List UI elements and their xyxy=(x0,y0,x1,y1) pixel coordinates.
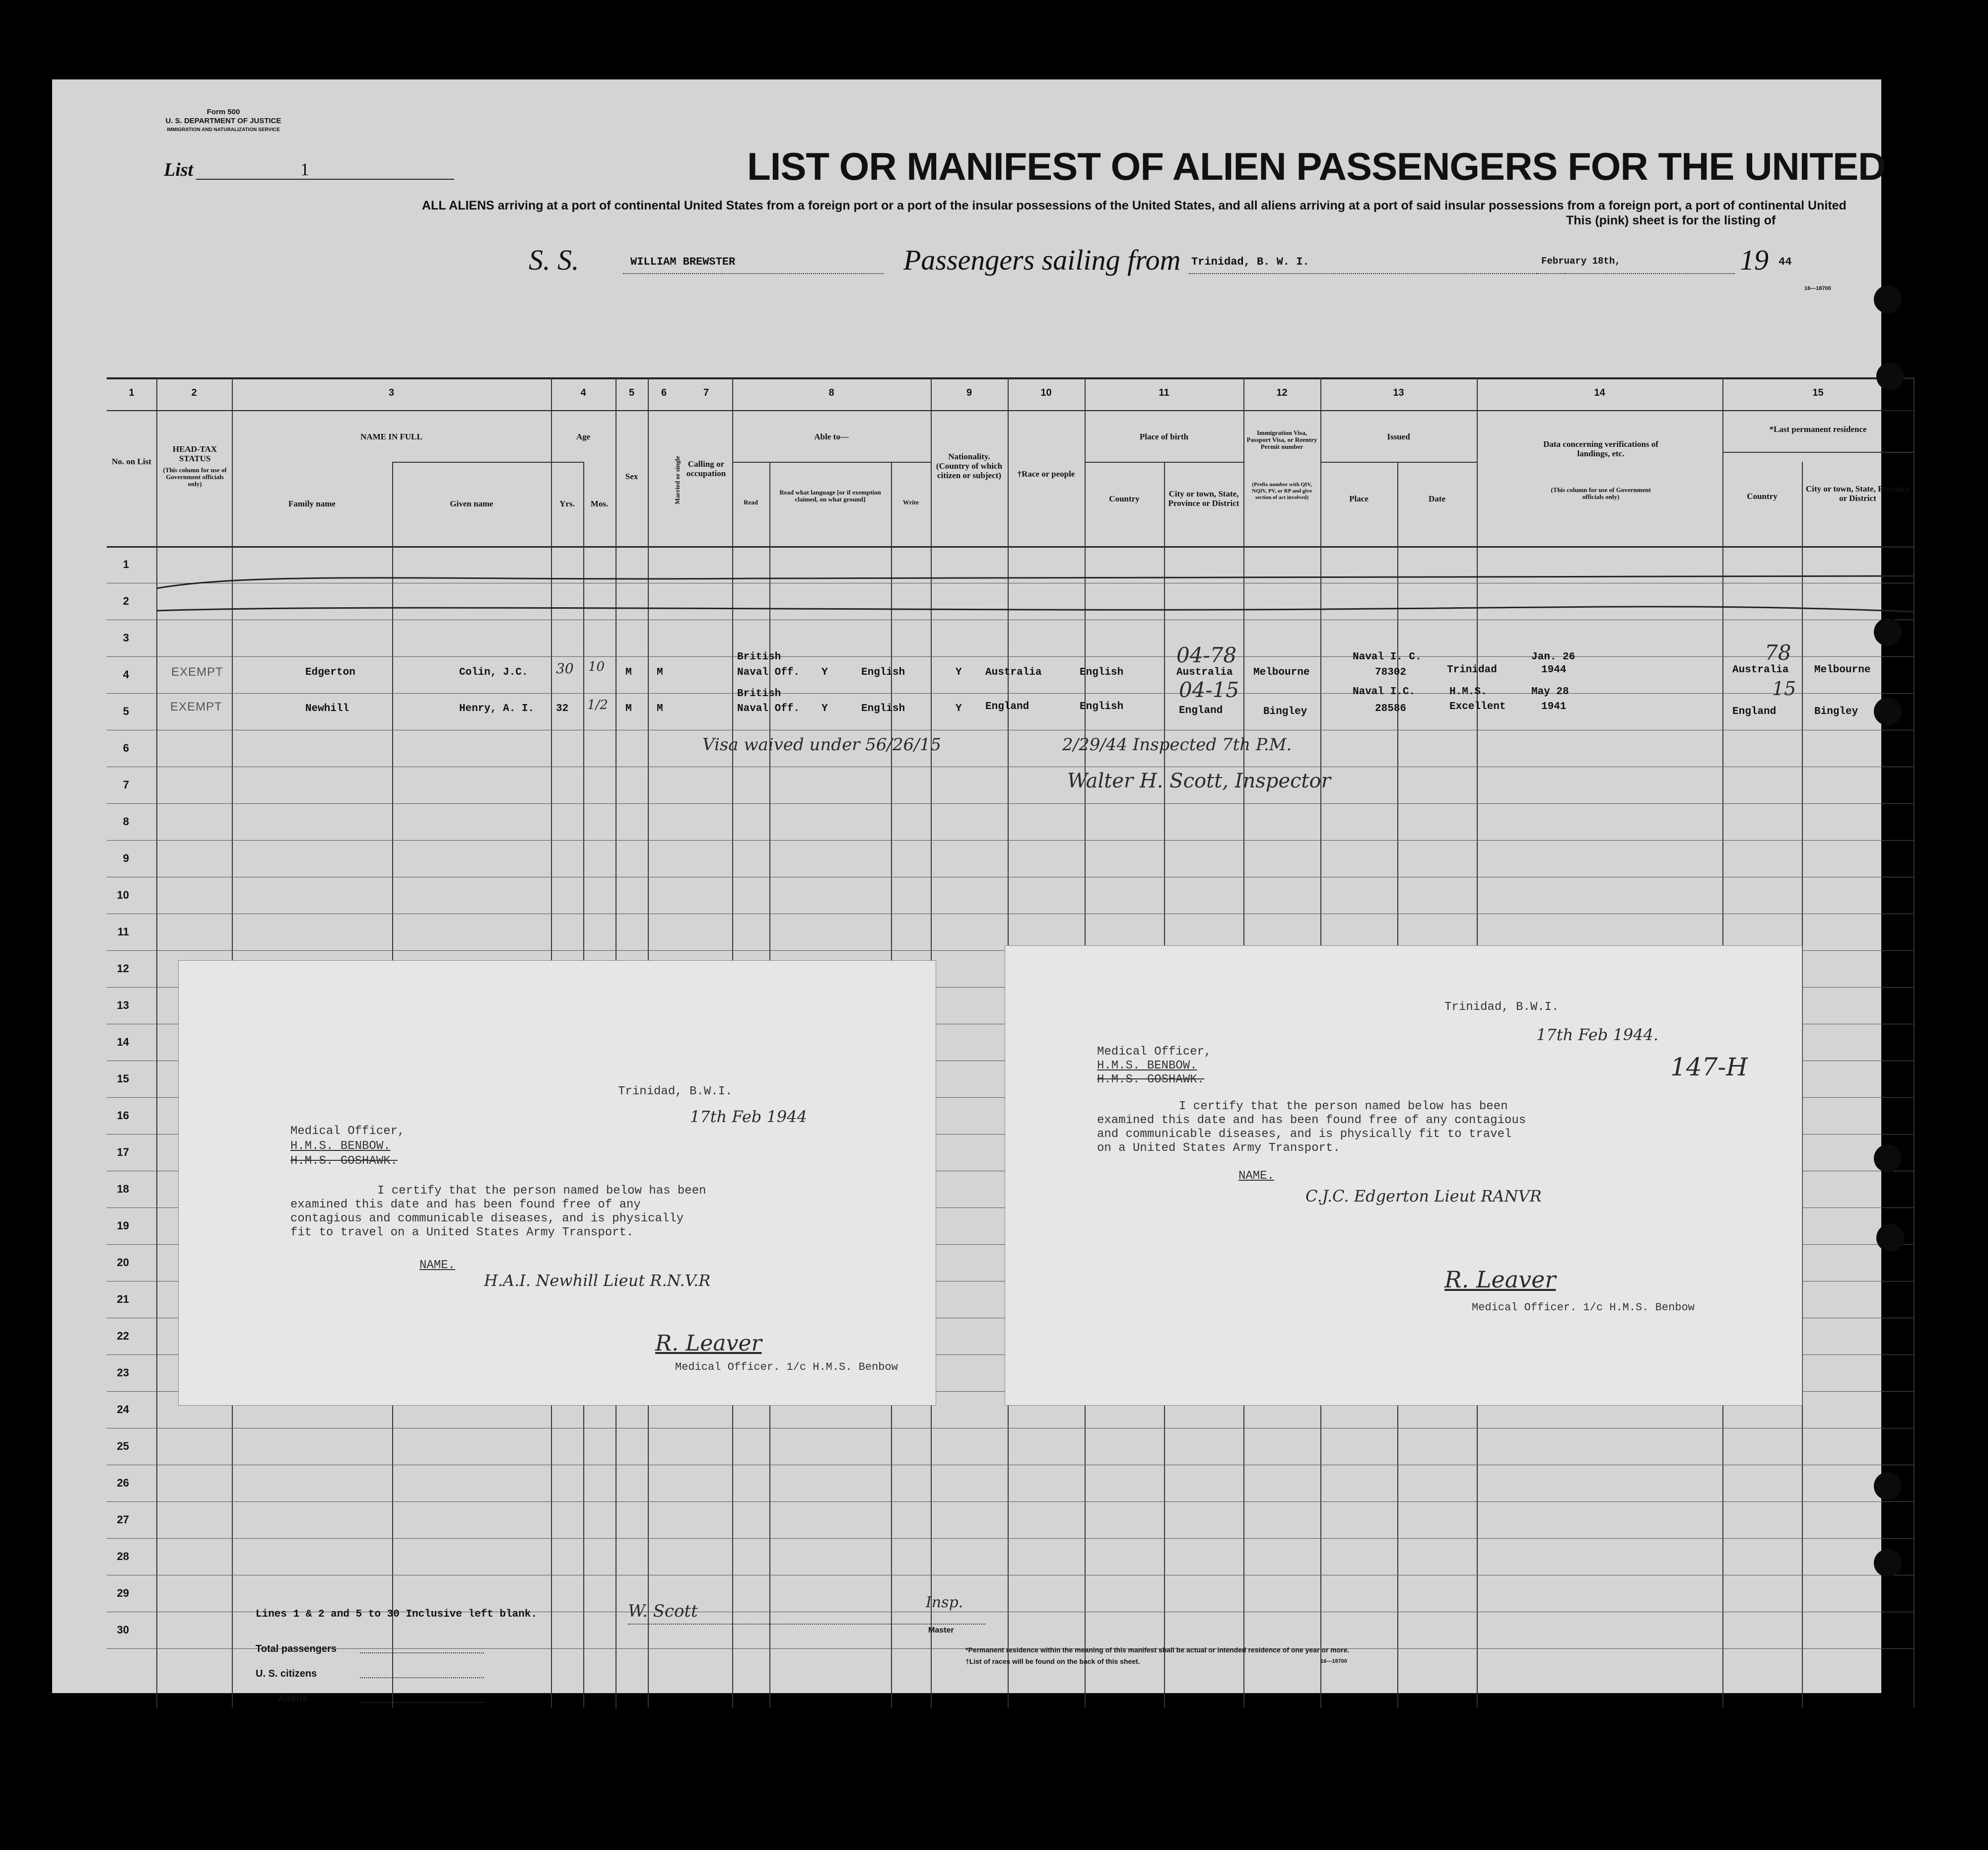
header-head-tax-note: (This column for use of Government officials only) xyxy=(163,466,227,488)
list-underline xyxy=(196,179,454,180)
master-signature: W. Scott xyxy=(628,1601,698,1621)
age-subheader-line xyxy=(551,462,583,463)
column-number: 3 xyxy=(388,387,395,398)
given-name-cell: Colin, J.C. xyxy=(459,667,528,678)
table-top-border xyxy=(107,377,1914,379)
line-number: 13 xyxy=(117,999,129,1011)
year-prefix: 19 xyxy=(1740,244,1769,276)
header-race: †Race or people xyxy=(1017,469,1075,479)
header-issued: Issued xyxy=(1387,432,1410,441)
calling-cell: British xyxy=(737,688,781,700)
column-number: 8 xyxy=(828,387,834,398)
issued-place-cell: H.M.S. xyxy=(1449,686,1487,698)
header-no-on-list: No. on List xyxy=(112,457,151,466)
cert-date: 17th Feb 1944 xyxy=(690,1107,807,1126)
footer-form-code: 16—18700 xyxy=(1320,1658,1347,1664)
header-issued-place: Place xyxy=(1349,494,1369,503)
line-number: 19 xyxy=(117,1219,129,1232)
manifest-sheet xyxy=(52,79,1910,1704)
page-title: LIST OR MANIFEST OF ALIEN PASSENGERS FOR THE UNITED xyxy=(747,144,1886,188)
header-read-language: Read what language [or if exemption claimed, on what ground] xyxy=(779,489,881,503)
column-number: 14 xyxy=(1594,387,1605,398)
medical-certificate-left xyxy=(179,961,936,1405)
race-cell: English xyxy=(1080,667,1124,678)
header-able-to: Able to— xyxy=(814,432,849,441)
citizens-line xyxy=(360,1677,484,1678)
binder-hole xyxy=(1876,1224,1904,1252)
list-value: 1 xyxy=(300,159,309,179)
residence-footnote: *Permanent residence within the meaning of this manifest shall be actual or intended residence of one year or more. xyxy=(965,1646,1350,1654)
header-residence-country: Country xyxy=(1747,492,1778,501)
master-label: Master xyxy=(928,1626,954,1635)
calling-cell: British xyxy=(737,651,781,663)
able-subheader-line xyxy=(732,462,931,463)
line-number: 24 xyxy=(117,1403,129,1416)
header-place-of-birth: Place of birth xyxy=(1139,432,1189,441)
line-number: 22 xyxy=(117,1330,129,1342)
cert-name-label: NAME. xyxy=(1238,1169,1275,1183)
sex-cell: M xyxy=(625,703,632,714)
form-number: Form 500 xyxy=(206,108,240,116)
cert-ship-struck: H.M.S. GOSHAWK. xyxy=(290,1154,398,1168)
medical-certificate-right xyxy=(1005,946,1802,1405)
ss-label: S. S. xyxy=(529,244,579,276)
name-subheader-line xyxy=(392,462,551,463)
read-cell: Y xyxy=(822,667,828,678)
header-read: Read xyxy=(744,498,758,506)
line-number: 18 xyxy=(117,1183,129,1195)
issued-place-cell: Trinidad xyxy=(1447,664,1497,676)
races-footnote: †List of races will be found on the back of this sheet. xyxy=(965,1657,1140,1665)
ship-name: WILLIAM BREWSTER xyxy=(630,256,736,268)
row-line xyxy=(107,693,1914,694)
master-sig-line xyxy=(628,1624,985,1625)
yrs-cell: 30 xyxy=(556,660,574,677)
nationality-cell: Australia xyxy=(985,667,1042,678)
column-number: 1 xyxy=(129,387,135,398)
cert-body: examined this date and has been found free of any contagious xyxy=(1097,1114,1526,1127)
column-number: 5 xyxy=(628,387,635,398)
cert-addressee: Medical Officer, xyxy=(290,1125,405,1138)
line-number: 23 xyxy=(117,1366,129,1379)
cert-signature: R. Leaver xyxy=(1444,1266,1556,1293)
line-number: 14 xyxy=(117,1036,129,1048)
mos-cell: 1/2 xyxy=(587,698,608,712)
binder-hole xyxy=(1874,618,1902,646)
issued-subheader-line xyxy=(1320,462,1477,463)
line-number: 27 xyxy=(117,1513,129,1526)
line-number: 20 xyxy=(117,1256,129,1269)
header-last-residence: *Last permanent residence xyxy=(1769,425,1867,434)
form-header xyxy=(151,108,295,135)
passengers-label: Passengers sailing from xyxy=(903,244,1181,276)
issued-date-cell: May 28 xyxy=(1531,686,1569,698)
cert-body: on a United States Army Transport. xyxy=(1097,1141,1340,1155)
master-sig-suffix: Insp. xyxy=(926,1594,963,1611)
line-number: 7 xyxy=(123,779,129,791)
issued-date-cell: Jan. 26 xyxy=(1531,651,1576,663)
header-mos: Mos. xyxy=(590,499,609,508)
line-number: 8 xyxy=(123,815,129,828)
total-line xyxy=(360,1652,484,1653)
read-cell: Y xyxy=(822,703,828,714)
row-line xyxy=(107,803,1914,804)
cert-body: fit to travel on a United States Army Transport. xyxy=(290,1226,634,1239)
header-name-in-full: NAME IN FULL xyxy=(360,432,422,441)
line-number: 16 xyxy=(117,1109,129,1122)
yrs-cell: 32 xyxy=(556,703,569,714)
given-name-cell: Henry, A. I. xyxy=(459,703,535,714)
line-number: 28 xyxy=(117,1550,129,1563)
column-number-border xyxy=(107,410,1914,411)
issued-date-cell: 1944 xyxy=(1541,664,1567,676)
line-number: 17 xyxy=(117,1146,129,1158)
cert-body: and communicable diseases, and is physically fit to travel xyxy=(1097,1128,1512,1141)
header-visa-note: (Prefix number with QIV, NQIV, PV, or RP and give section of act involved) xyxy=(1252,482,1312,500)
residence-country-cell: Australia xyxy=(1732,664,1789,676)
line-number: 15 xyxy=(117,1072,129,1085)
cert-ship-struck: H.M.S. GOSHAWK. xyxy=(1097,1073,1205,1086)
cert-ship: H.M.S. BENBOW. xyxy=(1097,1059,1197,1072)
line-number: 5 xyxy=(123,705,129,717)
race-cell: English xyxy=(1080,701,1124,712)
cert-name-label: NAME. xyxy=(419,1259,456,1272)
column-number: 10 xyxy=(1040,387,1052,398)
header-bottom-border xyxy=(107,546,1914,548)
visa-cell: Naval I.C. xyxy=(1353,686,1416,698)
birth-subheader-line xyxy=(1085,462,1243,463)
birth-note: 04-78 xyxy=(1176,643,1237,667)
ship-underline xyxy=(623,273,884,274)
binder-hole xyxy=(1874,1549,1902,1577)
residence-note: 78 xyxy=(1765,640,1791,665)
head-tax-stamp: EXEMPT xyxy=(170,700,222,713)
header-form-code: 16—18700 xyxy=(1804,285,1831,291)
header-birth-country: Country xyxy=(1109,494,1140,503)
row-line xyxy=(107,840,1914,841)
header-nationality: Nationality. (Country of which citizen or subject) xyxy=(936,452,1003,480)
line-number: 10 xyxy=(117,889,129,901)
residence-city-cell: Bingley xyxy=(1814,706,1858,717)
visa-cell: 28586 xyxy=(1375,703,1407,714)
calling-cell: Naval Off. xyxy=(737,667,800,678)
department-name: U. S. DEPARTMENT OF JUSTICE xyxy=(165,117,281,125)
row-line xyxy=(107,656,1914,657)
inspected-note: 2/29/44 Inspected 7th P.M. xyxy=(1062,735,1292,755)
binder-hole xyxy=(1874,1144,1902,1172)
residence-subheader-line xyxy=(1722,452,1914,453)
birth-country-cell: England xyxy=(1179,705,1223,716)
blank-lines-strike xyxy=(156,561,1914,616)
column-number: 9 xyxy=(966,387,972,398)
line-number: 3 xyxy=(123,632,129,644)
row-line xyxy=(107,1501,1914,1502)
family-name-cell: Newhill xyxy=(305,703,349,714)
date-underline xyxy=(1536,273,1735,274)
mos-cell: 10 xyxy=(588,659,605,674)
birth-city-cell: Melbourne xyxy=(1253,667,1310,678)
issued-date-cell: 1941 xyxy=(1541,701,1567,712)
cert-date: 17th Feb 1944. xyxy=(1536,1025,1659,1044)
birth-note: 04-15 xyxy=(1179,678,1239,702)
header-yrs: Yrs. xyxy=(559,499,575,508)
cert-signature: R. Leaver xyxy=(655,1331,762,1356)
service-name: IMMIGRATION AND NATURALIZATION SERVICE xyxy=(167,127,280,133)
binder-hole xyxy=(1874,1472,1902,1500)
line-number: 9 xyxy=(123,852,129,864)
write-cell: Y xyxy=(956,667,962,678)
visa-cell: Naval I. C. xyxy=(1353,651,1422,663)
header-issued-date: Date xyxy=(1429,494,1445,503)
residence-city-cell: Melbourne xyxy=(1814,664,1871,676)
line-number: 30 xyxy=(117,1624,129,1636)
header-visa: Immigration Visa, Passport Visa, or Reentry Permit number xyxy=(1246,429,1317,450)
cert-signature-title: Medical Officer. 1/c H.M.S. Benbow xyxy=(675,1361,898,1373)
sailing-underline xyxy=(1189,273,1566,274)
header-birth-city: City or town, State, Province or District xyxy=(1168,489,1239,508)
line-number: 11 xyxy=(117,925,129,938)
subtitle-line-1: ALL ALIENS arriving at a port of continental United States from a foreign port or a port of the insular possessions of the United States, and all aliens arriving at a port of said insular possessions from a foreign port, a port of continental United xyxy=(422,199,1847,213)
header-data-note: (This column for use of Government officials only) xyxy=(1551,486,1651,500)
sex-cell: M xyxy=(625,667,632,678)
head-tax-stamp: EXEMPT xyxy=(171,665,223,679)
line-number: 29 xyxy=(117,1587,129,1599)
binder-hole xyxy=(1874,285,1902,313)
visa-waived-note: Visa waived under 56/26/15 xyxy=(702,735,941,755)
line-number: 25 xyxy=(117,1440,129,1452)
line-number: 1 xyxy=(123,558,129,570)
married-cell: M xyxy=(657,703,663,714)
row-line xyxy=(107,1538,1914,1539)
line-number: 12 xyxy=(117,962,129,975)
family-name-cell: Edgerton xyxy=(305,667,355,678)
header-head-tax: HEAD-TAX STATUS xyxy=(172,444,217,463)
line-number: 6 xyxy=(123,742,129,754)
birth-country-cell: Australia xyxy=(1176,667,1233,678)
language-cell: English xyxy=(861,703,905,714)
residence-note: 15 xyxy=(1772,678,1796,700)
line-number: 2 xyxy=(123,595,129,607)
sailing-from: Trinidad, B. W. I. xyxy=(1191,256,1309,268)
blank-lines-note: Lines 1 & 2 and 5 to 30 Inclusive left blank. xyxy=(256,1609,538,1620)
sailing-date: February 18th, xyxy=(1541,256,1621,267)
aliens-label: Aliens xyxy=(278,1693,308,1704)
year-suffix: 44 xyxy=(1779,256,1792,268)
cert-name-value: C.J.C. Edgerton Lieut RANVR xyxy=(1305,1187,1542,1206)
cert-place: Trinidad, B.W.I. xyxy=(618,1085,733,1098)
cert-addressee: Medical Officer, xyxy=(1097,1045,1212,1059)
language-cell: English xyxy=(861,667,905,678)
nationality-cell: England xyxy=(985,701,1029,712)
cert-body: I certify that the person named below has been xyxy=(377,1184,706,1198)
column-number: 6 xyxy=(661,387,667,398)
col-divider xyxy=(1914,377,1915,1708)
column-number: 7 xyxy=(703,387,709,398)
column-number: 11 xyxy=(1159,387,1169,398)
header-family-name: Family name xyxy=(288,499,336,508)
line-number: 21 xyxy=(117,1293,129,1305)
cert-name-value: H.A.I. Newhill Lieut R.N.V.R xyxy=(484,1271,711,1290)
header-residence-city: City or town, State, Province or District xyxy=(1805,484,1910,503)
header-age: Age xyxy=(576,432,591,441)
binder-hole xyxy=(1874,698,1902,725)
column-number: 2 xyxy=(191,387,197,398)
cert-body: contagious and communicable diseases, and is physically xyxy=(290,1212,684,1225)
header-calling: Calling or occupation xyxy=(686,459,726,478)
cert-place: Trinidad, B.W.I. xyxy=(1444,1000,1559,1014)
column-number: 4 xyxy=(580,387,586,398)
cert-body: I certify that the person named below has been xyxy=(1179,1100,1508,1113)
binder-hole xyxy=(1876,362,1904,390)
line-number: 26 xyxy=(117,1477,129,1489)
calling-cell: Naval Off. xyxy=(737,703,800,714)
total-passengers-label: Total passengers xyxy=(256,1643,337,1654)
column-number: 13 xyxy=(1393,387,1404,398)
cert-ship: H.M.S. BENBOW. xyxy=(290,1139,391,1153)
married-cell: M xyxy=(657,667,663,678)
column-number: 12 xyxy=(1276,387,1288,398)
write-cell: Y xyxy=(956,703,962,714)
us-citizens-label: U. S. citizens xyxy=(256,1668,317,1679)
visa-cell: 78302 xyxy=(1375,667,1407,678)
cert-body: examined this date and has been found free of any xyxy=(290,1198,641,1211)
residence-country-cell: England xyxy=(1732,706,1777,717)
aliens-line xyxy=(360,1702,484,1703)
header-data-concerning: Data concerning verifications of landings, etc. xyxy=(1543,439,1658,458)
col-divider xyxy=(1802,462,1803,1708)
list-label: List xyxy=(164,159,194,180)
header-write: Write xyxy=(902,498,919,506)
inspector-signature: Walter H. Scott, Inspector xyxy=(1067,770,1331,792)
header-sex: Sex xyxy=(625,472,638,481)
cert-reference: 147-H xyxy=(1670,1053,1748,1081)
issued-place-cell: Excellent xyxy=(1449,701,1506,712)
header-given-name: Given name xyxy=(450,499,493,508)
subtitle-line-2: This (pink) sheet is for the listing of xyxy=(1566,213,1776,227)
line-number: 4 xyxy=(123,668,129,681)
birth-city-cell: Bingley xyxy=(1263,706,1307,717)
cert-signature-title: Medical Officer. 1/c H.M.S. Benbow xyxy=(1472,1301,1695,1314)
column-number: 15 xyxy=(1812,387,1824,398)
header-married: Married or single xyxy=(674,456,681,504)
